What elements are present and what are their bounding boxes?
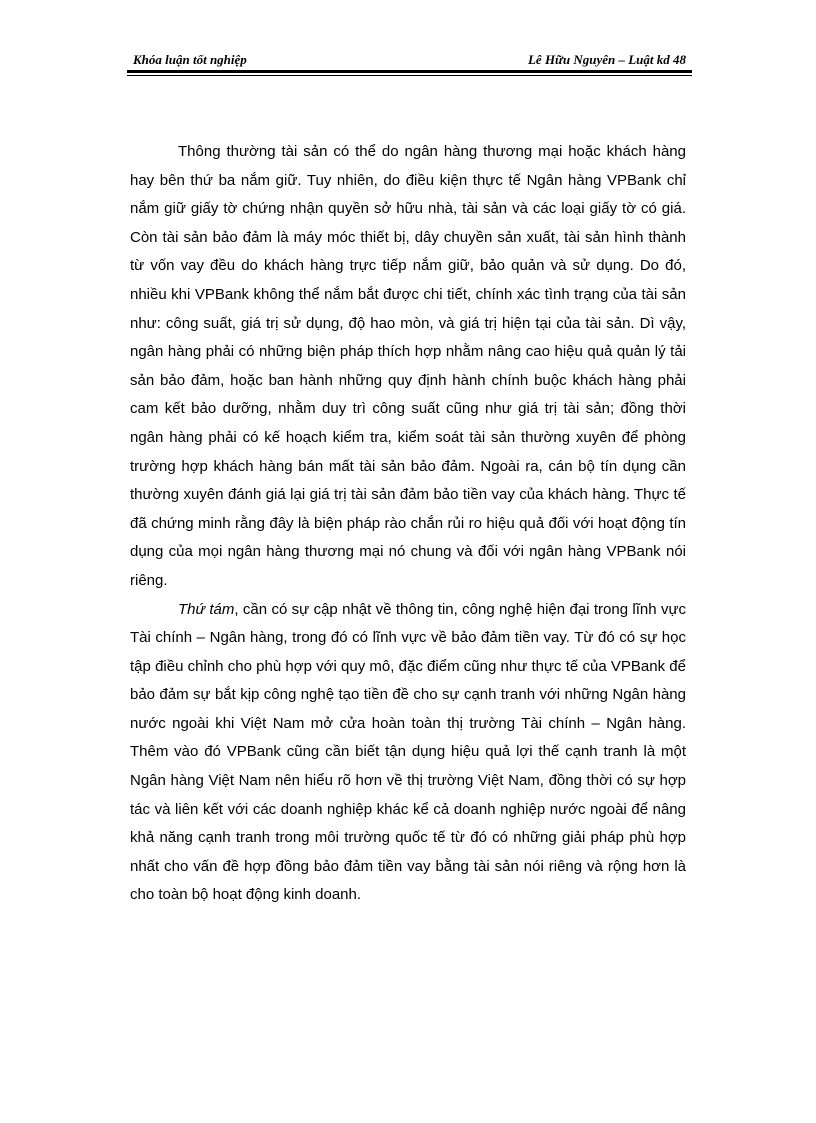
paragraph-2-lead: Thứ tám bbox=[178, 600, 235, 618]
header-right-author: Lê Hữu Nguyên – Luật kd 48 bbox=[527, 52, 686, 67]
header-rule-thick bbox=[127, 70, 692, 73]
document-body bbox=[130, 138, 686, 910]
paragraph-1 bbox=[130, 138, 686, 596]
header-left-title: Khóa luận tốt nghiệp bbox=[133, 52, 247, 67]
paragraph-1-text: Thông thường tài sản có thể do ngân hàng thương mại hoặc khách hàng hay bên thứ ba nắm giữ. Tuy nhiên, do điều kiện thực tế Ngân hàng VPBank chỉ nắm giữ giấy tờ chứng nhận quyền sở hữu nhà, tài sản và các loại giấy tờ có giá. Còn tài sản bảo đảm là máy móc thiết bị, dây chuyền sản xuất, tài sản hình thành từ vốn vay đều do khách hàng trực tiếp nắm giữ, bảo quản và sử dụng. Do đó, nhiều khi VPBank không thể nắm bắt được chi tiết, chính xác tình trạng của tài sản như: công suất, giá trị sử dụng, độ hao mòn, và giá trị hiện tại của tài sản. Dì vậy, ngân hàng phải có những biện pháp thích hợp nhằm nâng cao hiệu quả quản lý tải sản bảo đảm, hoặc ban hành những quy định hành chính buộc khách hàng phải cam kết bảo dưỡng, nhằm duy trì công suất cũng như giá trị tài sản; đồng thời ngân hàng phải có kế hoạch kiểm tra, kiểm soát tài sản thường xuyên để phòng trường hợp khách hàng bán mất tài sản bảo đảm. Ngoài ra, cán bộ tín dụng cần thường xuyên đánh giá lại giá trị tài sản đảm bảo tiền vay của khách hàng. Thực tế đã chứng minh rằng đây là biện pháp rào chắn rủi ro hiệu quả đối với hoạt động tín dụng của mọi ngân hàng thương mại nó chung và đối với ngân hàng VPBank nói riêng. bbox=[130, 143, 686, 589]
page-header bbox=[127, 48, 692, 70]
paragraph-2-text: , cần có sự cập nhật về thông tin, công nghệ hiện đại trong lĩnh vực Tài chính – Ngân hàng, trong đó có lĩnh vực về bảo đảm tiền vay. Từ đó có sự học tập điều chỉnh cho phù hợp với quy mô, đặc điểm cũng như thực tế của VPBank để bảo đảm sự bắt kịp công nghệ tạo tiền đề cho sự cạnh tranh với những Ngân hàng nước ngoài khi Việt Nam mở cửa hoàn toàn thị trường Tài chính – Ngân hàng. Thêm vào đó VPBank cũng cần biết tận dụng hiệu quả lợi thế cạnh tranh là một Ngân hàng Việt Nam nên hiểu rõ hơn về thị trường Việt Nam, đồng thời có sự hợp tác và liên kết với các doanh nghiệp khác kể cả doanh nghiệp nước ngoài để nâng khả năng cạnh tranh trong môi trường quốc tế từ đó có những giải pháp phù hợp nhất cho vấn đề hợp đồng bảo đảm tiền vay bằng tài sản nói riêng và rộng hơn là cho toàn bộ hoạt động kinh doanh. bbox=[130, 600, 686, 904]
header-rule-thin bbox=[127, 75, 692, 76]
paragraph-2 bbox=[130, 596, 686, 911]
